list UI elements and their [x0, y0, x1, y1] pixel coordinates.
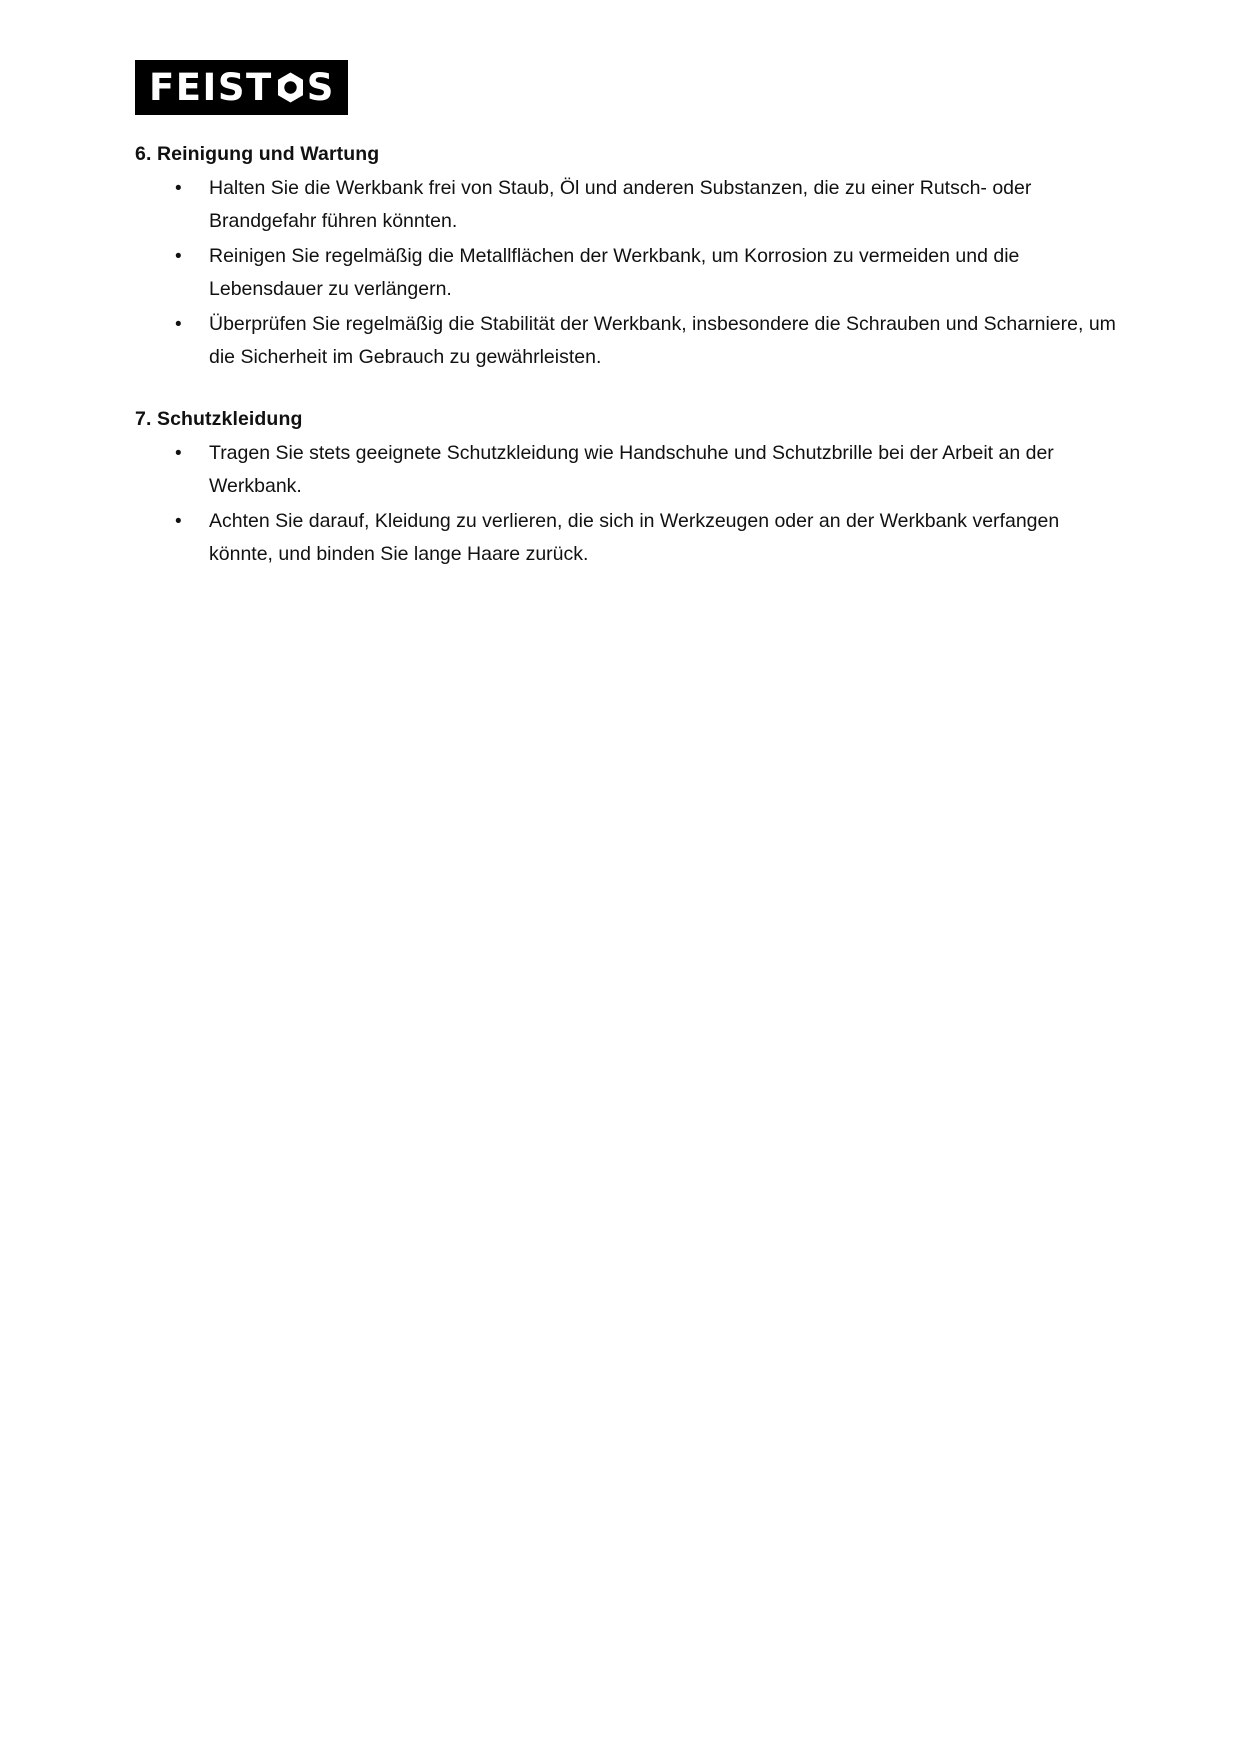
list-item: • Tragen Sie stets geeignete Schutzkleidung wie Handschuhe und Schutzbrille bei der Arbeit an der Werkbank.: [135, 437, 1120, 503]
bullet-list: [135, 172, 1120, 374]
list-item: • Halten Sie die Werkbank frei von Staub, Öl und anderen Substanzen, die zu einer Rutsch- oder Brandgefahr führen könnten.: [135, 172, 1120, 238]
list-item: • Achten Sie darauf, Kleidung zu verlieren, die sich in Werkzeugen oder an der Werkbank verfangen könnte, und binden Sie lange Haare zurück.: [135, 505, 1120, 571]
logo-wordmark-tail: S: [306, 66, 335, 109]
list-item: • Reinigen Sie regelmäßig die Metallflächen der Werkbank, um Korrosion zu vermeiden und die Lebensdauer zu verlängern.: [135, 240, 1120, 306]
hexagon-nut-icon: [274, 71, 307, 104]
bullet-list: [135, 437, 1120, 571]
logo-badge: [135, 60, 348, 115]
brand-logo: [135, 60, 1120, 115]
section-protective-clothing: [135, 408, 1120, 571]
section-cleaning-maintenance: [135, 143, 1120, 374]
list-item: • Überprüfen Sie regelmäßig die Stabilität der Werkbank, insbesondere die Schrauben und Scharniere, um die Sicherheit im Gebrauch zu gewährleisten.: [135, 308, 1120, 374]
section-heading: 7. Schutzkleidung: [135, 408, 303, 430]
section-heading: 6. Reinigung und Wartung: [135, 143, 380, 165]
logo-wordmark: FEIST: [149, 66, 273, 109]
